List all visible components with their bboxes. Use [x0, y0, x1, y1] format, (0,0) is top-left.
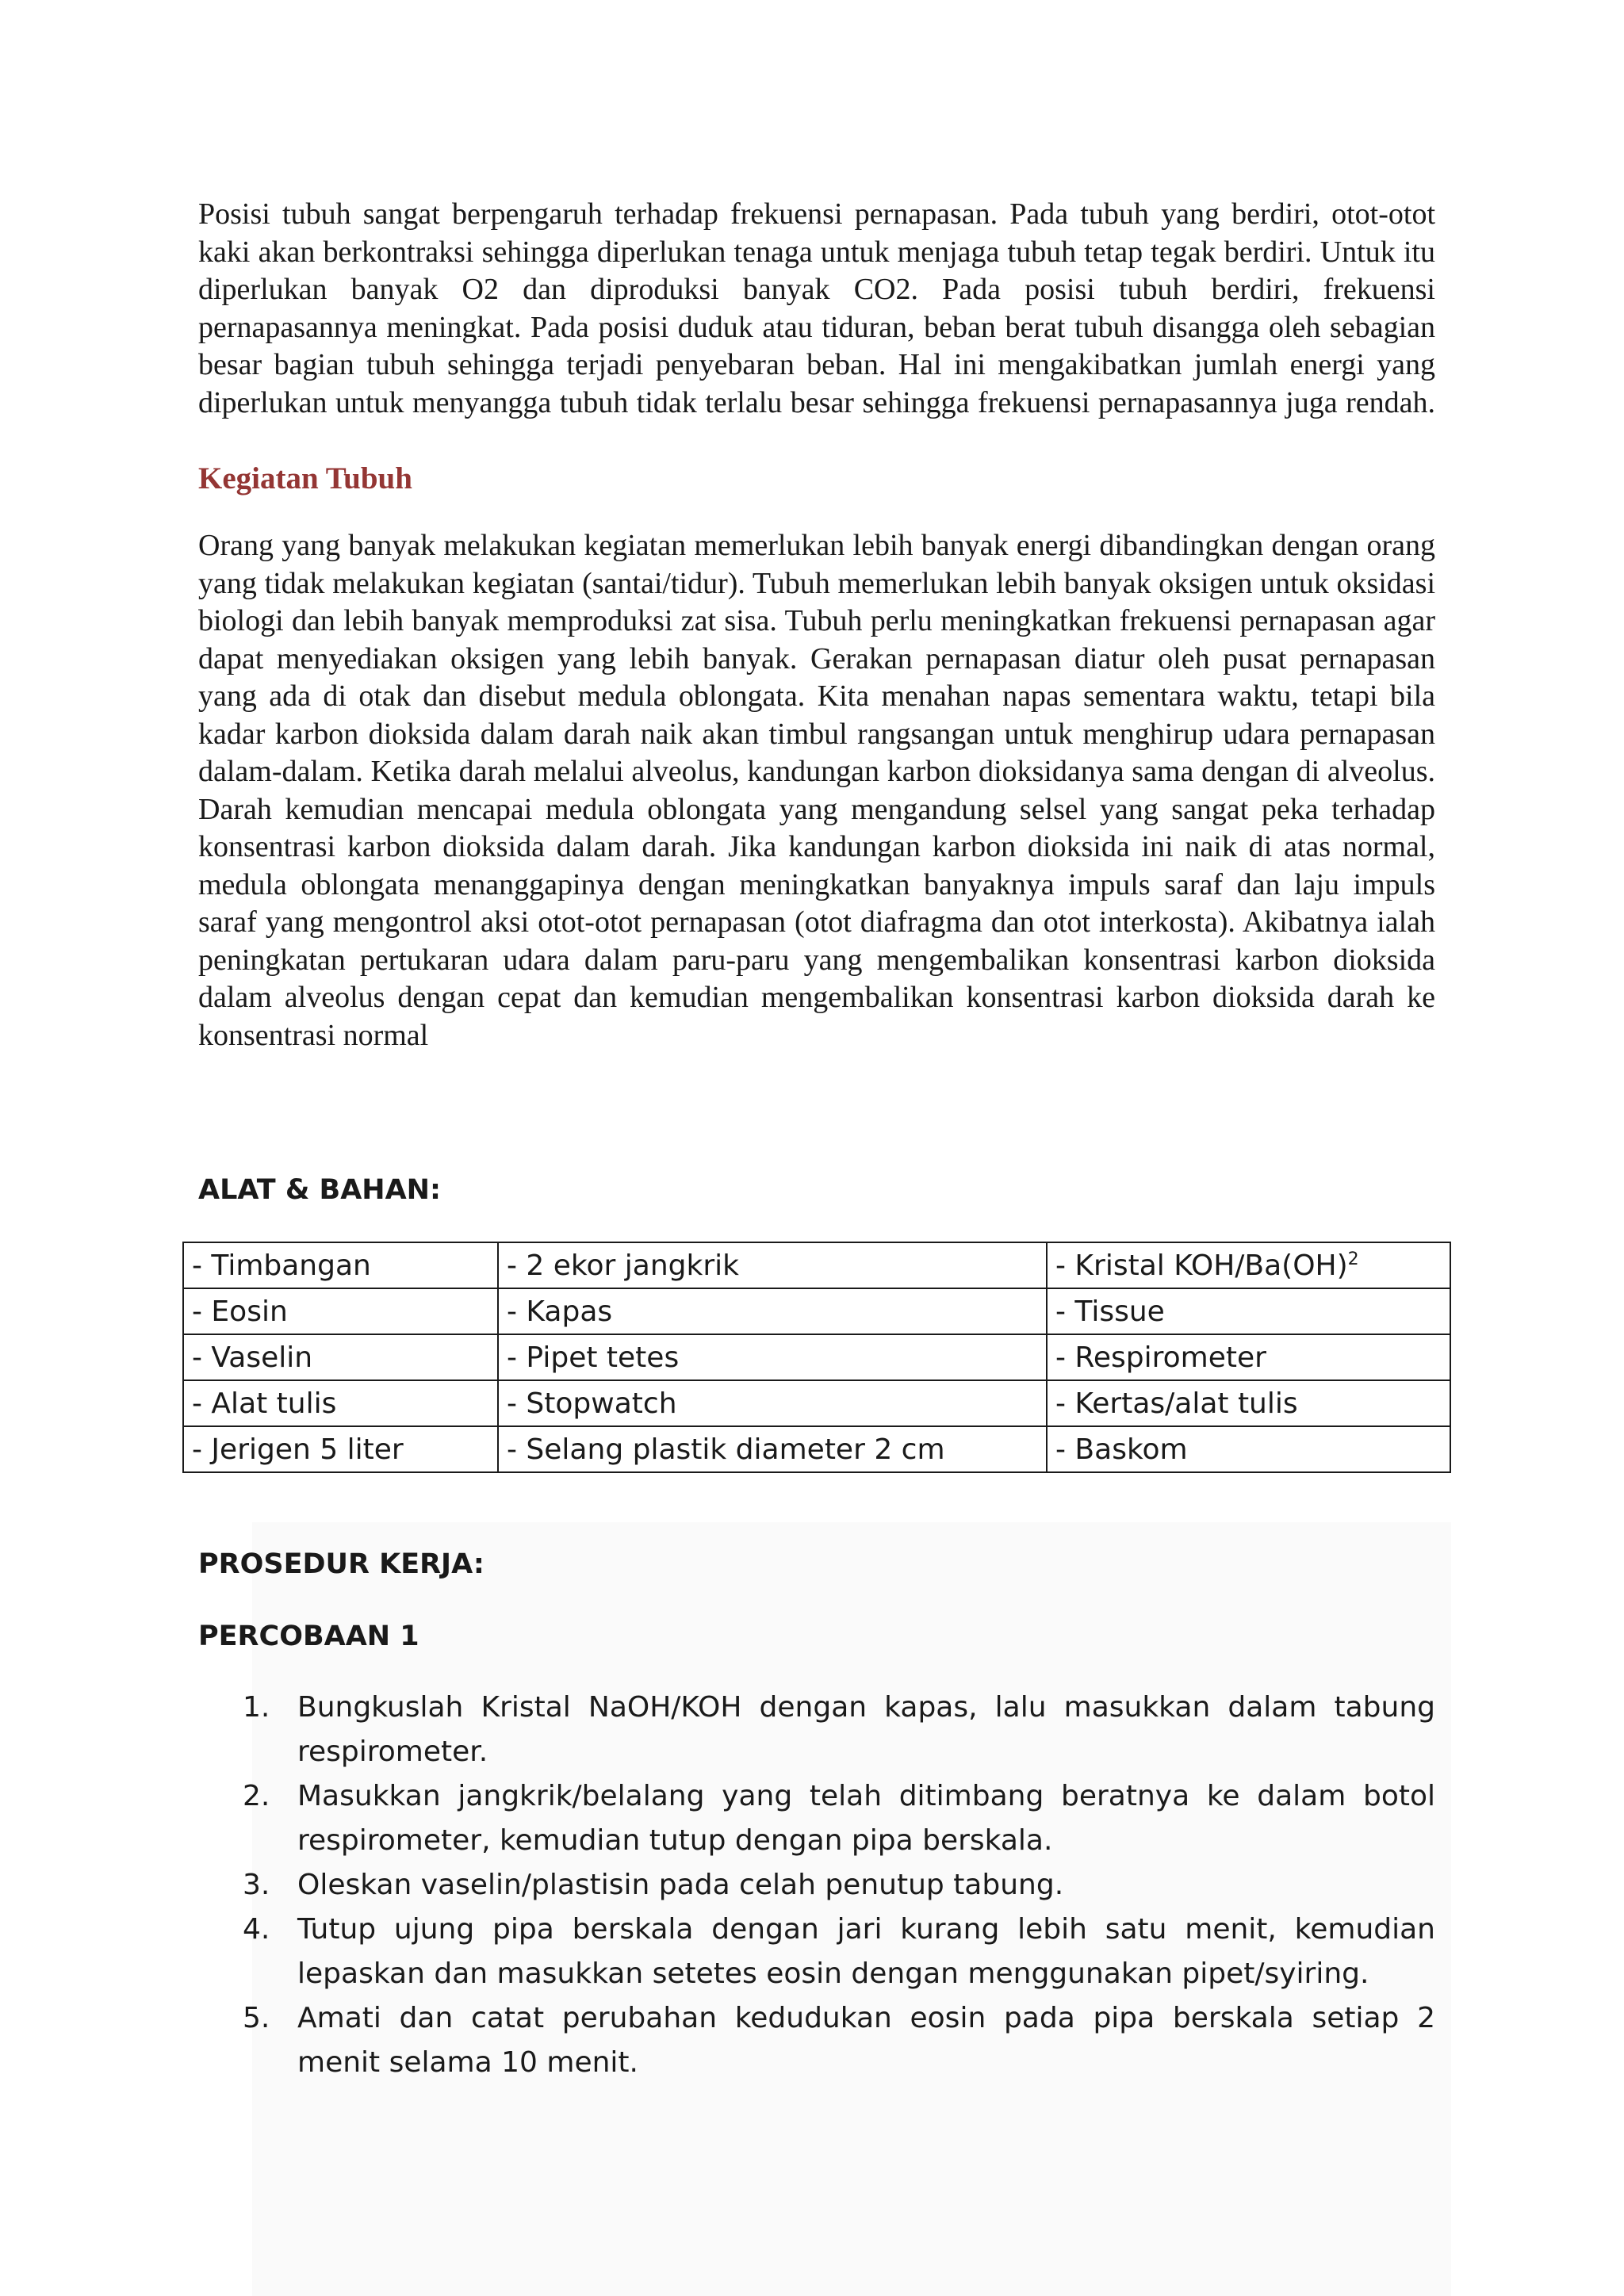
table-cell-with-superscript — [1047, 1242, 1450, 1288]
table-row — [183, 1334, 1450, 1380]
table-cell: - Alat tulis — [183, 1380, 498, 1426]
step-number: 2. — [243, 1780, 270, 1812]
experiment-title: PERCOBAAN 1 — [198, 1621, 419, 1652]
table-row — [183, 1426, 1450, 1472]
section-heading-kegiatan-tubuh: Kegiatan Tubuh — [198, 461, 412, 496]
step-text: Oleskan vaselin/plastisin pada celah penutup tabung. — [297, 1869, 1064, 1901]
list-item — [198, 1996, 1435, 2085]
step-text: Amati dan catat perubahan kedudukan eosin pada pipa berskala setiap 2 menit selama 10 menit. — [297, 2002, 1435, 2079]
step-text: Masukkan jangkrik/belalang yang telah ditimbang beratnya ke dalam botol respirometer, kemudian tutup dengan pipa berskala. — [297, 1780, 1435, 1857]
table-cell: - Respirometer — [1047, 1334, 1450, 1380]
table-cell: - Kapas — [498, 1288, 1047, 1334]
step-text: Bungkuslah Kristal NaOH/KOH dengan kapas, lalu masukkan dalam tabung respirometer. — [297, 1691, 1435, 1768]
materials-heading: ALAT & BAHAN: — [198, 1174, 441, 1206]
step-number: 3. — [243, 1869, 270, 1901]
table-cell: - Jerigen 5 liter — [183, 1426, 498, 1472]
superscript: 2 — [1347, 1249, 1359, 1269]
procedure-steps — [198, 1686, 1435, 2085]
step-number: 5. — [243, 2002, 270, 2034]
table-cell: - Kertas/alat tulis — [1047, 1380, 1450, 1426]
table-cell: - Stopwatch — [498, 1380, 1047, 1426]
list-item — [198, 1774, 1435, 1863]
list-item — [198, 1863, 1435, 1908]
table-cell: - Vaselin — [183, 1334, 498, 1380]
table-cell: - Tissue — [1047, 1288, 1450, 1334]
table-row — [183, 1380, 1450, 1426]
step-text: Tutup ujung pipa berskala dengan jari kurang lebih satu menit, kemudian lepaskan dan masukkan setetes eosin dengan menggunakan pipet/syiring. — [297, 1913, 1435, 1990]
procedure-heading: PROSEDUR KERJA: — [198, 1548, 485, 1580]
table-cell: - 2 ekor jangkrik — [498, 1242, 1047, 1288]
step-number: 1. — [243, 1691, 270, 1724]
table-cell: - Baskom — [1047, 1426, 1450, 1472]
activity-paragraph: Orang yang banyak melakukan kegiatan memerlukan lebih banyak energi dibandingkan dengan orang yang tidak melakukan kegiatan (santai/tidur). Tubuh memerlukan lebih banyak oksigen untuk oksidasi biologi dan lebih banyak memproduksi zat sisa. Tubuh perlu meningkatkan frekuensi pernapasan agar dapat menyediakan oksigen yang lebih banyak. Gerakan pernapasan diatur oleh pusat pernapasan yang ada di otak dan disebut medula oblongata. Kita menahan napas sementara waktu, tetapi bila kadar karbon dioksida dalam darah naik akan timbul rangsangan untuk menghirup udara pernapasan dalam-dalam. Ketika darah melalui alveolus, kandungan karbon dioksidanya sama dengan di alveolus. Darah kemudian mencapai medula oblongata yang mengandung selsel yang sangat peka terhadap konsentrasi karbon dioksida dalam darah. Jika kandungan karbon dioksida ini naik di atas normal, medula oblongata menanggapinya dengan meningkatkan banyaknya impuls saraf dan laju impuls saraf yang mengontrol aksi otot-otot pernapasan (otot diafragma dan otot interkosta). Akibatnya ialah peningkatan pertukaran udara dalam paru-paru yang mengembalikan konsentrasi karbon dioksida dalam alveolus dengan cepat dan kemudian mengembalikan konsentrasi karbon dioksida darah ke konsentrasi normal — [198, 529, 1435, 1052]
table-row — [183, 1288, 1450, 1334]
list-item — [198, 1686, 1435, 1774]
table-row — [183, 1242, 1450, 1288]
materials-table — [182, 1242, 1451, 1473]
table-cell: - Selang plastik diameter 2 cm — [498, 1426, 1047, 1472]
step-number: 4. — [243, 1913, 270, 1946]
table-cell-text: - Kristal KOH/Ba(OH) — [1055, 1249, 1348, 1282]
intro-paragraph: Posisi tubuh sangat berpengaruh terhadap frekuensi pernapasan. Pada tubuh yang berdiri, otot-otot kaki akan berkontraksi sehingga diperlukan tenaga untuk menjaga tubuh tetap tegak berdiri. Untuk itu diperlukan banyak O2 dan diproduksi banyak CO2. Pada posisi tubuh berdiri, frekuensi pernapasannya meningkat. Pada posisi duduk atau tiduran, beban berat tubuh disangga oleh sebagian besar bagian tubuh sehingga terjadi penyebaran beban. Hal ini mengakibatkan jumlah energi yang diperlukan untuk menyangga tubuh tidak terlalu besar sehingga frekuensi pernapasannya juga rendah. — [198, 197, 1435, 419]
table-cell: - Pipet tetes — [498, 1334, 1047, 1380]
table-cell: - Timbangan — [183, 1242, 498, 1288]
list-item — [198, 1908, 1435, 1996]
table-cell: - Eosin — [183, 1288, 498, 1334]
